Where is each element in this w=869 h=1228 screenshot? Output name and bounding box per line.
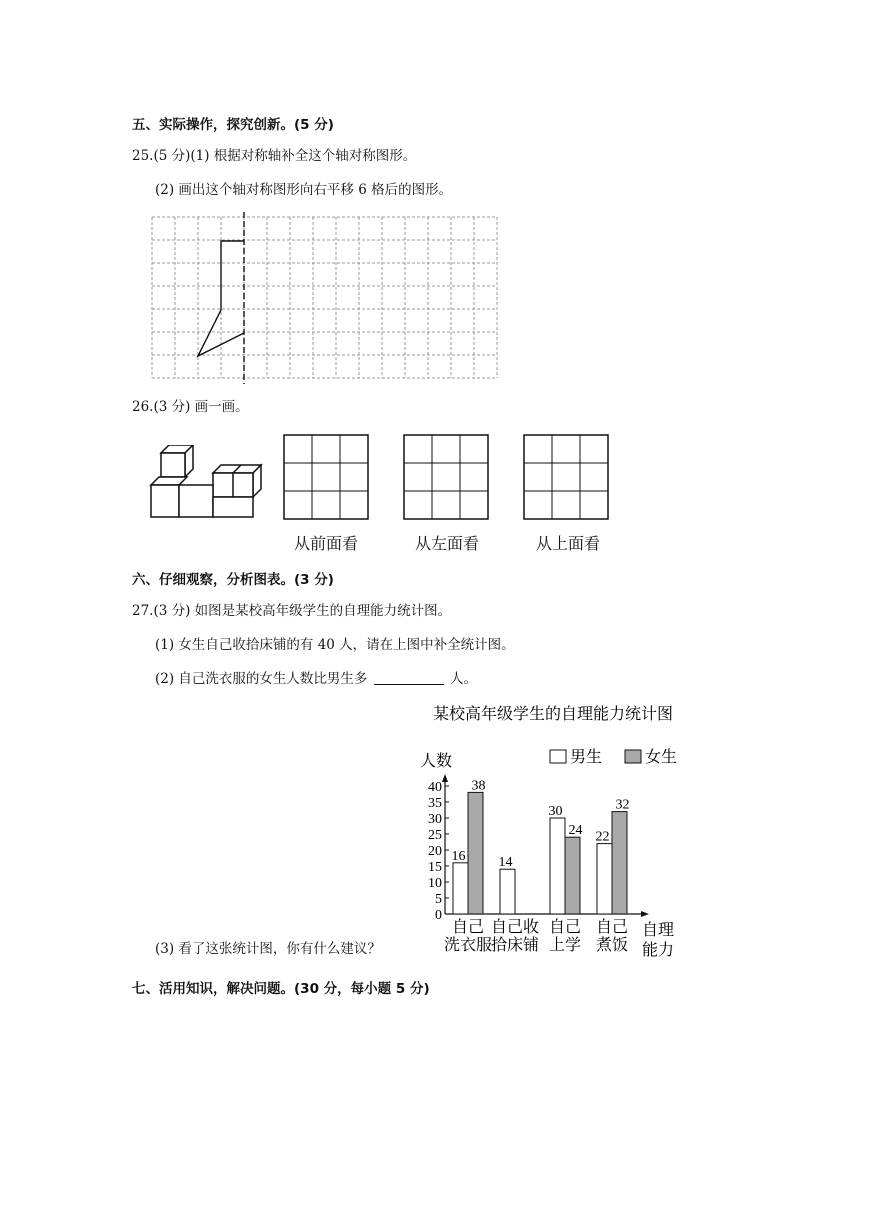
x-category-label: 自己 xyxy=(595,919,629,936)
bar-girls xyxy=(468,792,483,914)
section7-heading: 七、活用知识，解决问题。(30 分，每小题 5 分) xyxy=(132,981,430,997)
legend-label-boys: 男生 xyxy=(570,749,603,766)
y-tick-label: 0 xyxy=(435,908,442,923)
legend-label-girls: 女生 xyxy=(645,749,678,766)
left-view-grid[interactable] xyxy=(403,434,489,520)
q27-sub1-text: (1) 女生自己收拾床铺的有 40 人，请在上图中补全统计图。 xyxy=(155,637,515,653)
bar-boys xyxy=(500,869,515,914)
x-category-label: 拾床铺 xyxy=(490,937,540,954)
x-category-label: 自己 xyxy=(451,919,485,936)
bar-girls xyxy=(565,837,580,914)
y-tick-label: 5 xyxy=(435,892,442,907)
left-view-label: 从左面看 xyxy=(415,534,480,553)
x-category-label: 上学 xyxy=(548,937,582,954)
q27-sub2-pre: (2) 自己洗衣服的女生人数比男生多 xyxy=(155,671,368,687)
y-tick-label: 25 xyxy=(428,828,442,843)
section6-heading: 六、仔细观察，分析图表。(3 分) xyxy=(132,572,334,588)
q27-sub3-text: (3) 看了这张统计图，你有什么建议？ xyxy=(155,941,381,957)
y-tick-label: 35 xyxy=(428,796,442,811)
y-tick-label: 40 xyxy=(428,780,442,795)
bar-value-label: 38 xyxy=(471,778,486,794)
bar-value-label: 30 xyxy=(548,804,563,819)
section5-heading: 五、实际操作，探究创新。(5 分) xyxy=(132,117,334,133)
x-axis-label-line2: 能力 xyxy=(642,942,675,959)
q25-text: 25.(5 分)(1) 根据对称轴补全这个轴对称图形。 xyxy=(132,148,417,164)
legend-swatch-boys xyxy=(550,750,566,763)
bar-value-label: 32 xyxy=(615,797,630,813)
front-view-grid[interactable] xyxy=(283,434,369,520)
q27-sub2-post: 人。 xyxy=(450,671,478,687)
q26-text: 26.(3 分) 画一画。 xyxy=(132,399,249,415)
q27-sub2-text xyxy=(155,670,477,688)
bar-value-label: 14 xyxy=(498,855,513,871)
y-axis-arrow xyxy=(442,774,448,782)
top-view-grid[interactable] xyxy=(523,434,609,520)
answer-blank[interactable] xyxy=(374,670,444,685)
top-view-label: 从上面看 xyxy=(536,534,601,553)
x-category-label: 洗衣服 xyxy=(443,937,493,954)
bar-value-label: 24 xyxy=(568,823,583,839)
legend-swatch-girls xyxy=(625,750,641,763)
x-category-label: 煮饭 xyxy=(595,937,629,954)
bar-boys xyxy=(550,818,565,914)
y-tick-label: 30 xyxy=(428,812,442,827)
chart-title: 某校高年级学生的自理能力统计图 xyxy=(433,706,674,723)
y-axis-label: 人数 xyxy=(420,753,453,770)
self-care-bar-chart xyxy=(415,700,705,965)
y-tick-label: 15 xyxy=(428,860,442,875)
bar-girls xyxy=(612,812,627,914)
bar-value-label: 22 xyxy=(595,829,610,845)
bar-value-label: 16 xyxy=(451,848,466,864)
bar-boys xyxy=(597,844,612,914)
y-tick-label: 10 xyxy=(428,876,442,891)
x-axis-arrow xyxy=(641,911,649,917)
x-axis-label-line1: 自理 xyxy=(642,922,675,939)
symmetry-grid xyxy=(148,212,503,384)
cube-stack-figure xyxy=(148,445,263,520)
bar-boys xyxy=(453,863,468,914)
x-category-label: 自己收 xyxy=(490,919,540,936)
x-category-label: 自己 xyxy=(548,919,582,936)
q27-text: 27.(3 分) 如图是某校高年级学生的自理能力统计图。 xyxy=(132,603,452,619)
q25-sub2-text: (2) 画出这个轴对称图形向右平移 6 格后的图形。 xyxy=(155,182,453,198)
y-tick-label: 20 xyxy=(428,844,442,859)
front-view-label: 从前面看 xyxy=(294,534,359,553)
